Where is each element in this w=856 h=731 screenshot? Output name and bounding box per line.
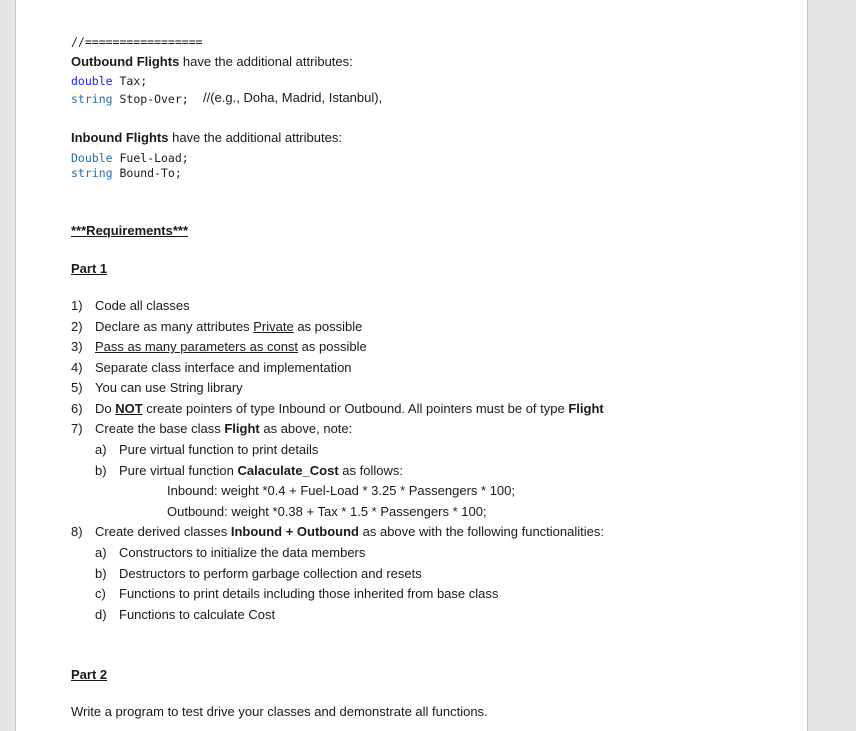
outbound-heading-bold: Outbound Flights: [71, 54, 180, 69]
sub-item: a) Constructors to initialize the data members: [95, 545, 366, 560]
inbound-attr2-type: string: [71, 166, 113, 180]
inbound-heading-rest: have the additional attributes:: [168, 130, 342, 145]
requirements-title: ***Requirements***: [71, 223, 189, 238]
list-item: 7) Create the base class Flight as above, note:: [71, 421, 353, 436]
list-item: 5) You can use String library: [71, 380, 243, 395]
inbound-attr2-name: Bound-To;: [112, 166, 182, 180]
list-item: 3) Pass as many parameters as const as possible: [71, 339, 367, 354]
outbound-attr1-name: Tax;: [112, 74, 148, 88]
sub-item: d) Functions to calculate Cost: [95, 607, 276, 622]
outbound-attr2-comment: //(e.g., Doha, Madrid, Istanbul),: [203, 90, 383, 105]
inbound-attr-fuel: [71, 150, 189, 166]
sub-item: b) Pure virtual function Calaculate_Cost as follows:: [95, 463, 403, 478]
formula-outbound: Outbound: weight *0.38 + Tax * 1.5 * Passengers * 100;: [167, 504, 487, 519]
inbound-attr-bound: [71, 165, 182, 181]
outbound-attr-stopover: [71, 91, 189, 107]
outbound-heading-rest: have the additional attributes:: [179, 54, 353, 69]
list-item: 6) Do NOT create pointers of type Inbound or Outbound. All pointers must be of type Flight: [71, 401, 604, 416]
outbound-attr2-name: Stop-Over;: [112, 92, 189, 106]
outbound-attr-tax: [71, 73, 147, 89]
list-item: 1) Code all classes: [71, 298, 190, 313]
part1-title: Part 1: [71, 261, 108, 276]
sub-item: a) Pure virtual function to print details: [95, 442, 319, 457]
part2-text: Write a program to test drive your classes and demonstrate all functions.: [71, 704, 488, 719]
list-item: 2) Declare as many attributes Private as possible: [71, 319, 363, 334]
divider-comment: //=================: [71, 35, 203, 49]
inbound-attr1-name: Fuel-Load;: [112, 151, 189, 165]
outbound-attr1-type: double: [71, 74, 113, 88]
part2-title: Part 2: [71, 667, 108, 682]
inbound-attr1-type: Double: [71, 151, 113, 165]
sub-item: c) Functions to print details including those inherited from base class: [95, 586, 499, 601]
list-item: 8) Create derived classes Inbound + Outbound as above with the following functionalities:: [71, 524, 604, 539]
outbound-attr2-type: string: [71, 92, 113, 106]
sub-item: b) Destructors to perform garbage collection and resets: [95, 566, 422, 581]
list-item: 4) Separate class interface and implementation: [71, 360, 352, 375]
outbound-heading: [71, 54, 353, 70]
inbound-heading: [71, 130, 342, 146]
formula-inbound: Inbound: weight *0.4 + Fuel-Load * 3.25 * Passengers * 100;: [167, 483, 515, 498]
inbound-heading-bold: Inbound Flights: [71, 130, 169, 145]
